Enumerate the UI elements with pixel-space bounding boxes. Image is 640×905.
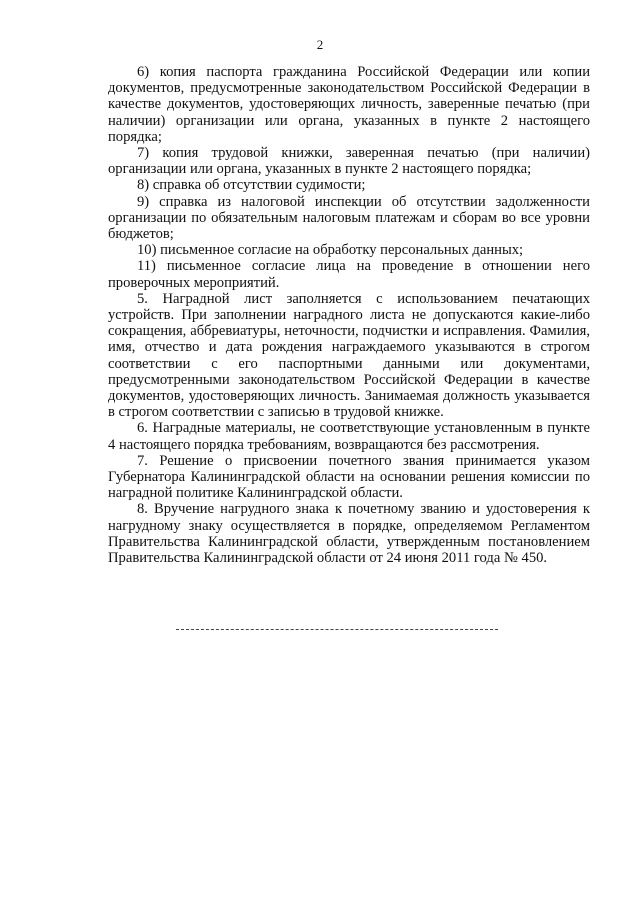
document-body [108,64,590,566]
paragraph-item-10: 10) письменное согласие на обработку персональных данных; [137,242,524,259]
paragraph-item-7: 7) копия трудовой книжки, заверенная печатью (при наличии) организации или органа, указанных в пункте 2 настоящего порядка; [108,145,590,178]
end-divider-line [176,629,498,630]
paragraph-section-6: 6. Наградные материалы, не соответствующие установленным в пункте 4 настоящего порядка требованиям, возвращаются без рассмотрения. [108,420,590,453]
paragraph-section-7: 7. Решение о присвоении почетного звания принимается указом Губернатора Калининградской области на основании решения комиссии по наградной политике Калининградской области. [108,452,590,502]
paragraph-section-5: 5. Наградной лист заполняется с использованием печатающих устройств. При заполнении наградного листа не допускаются какие-либо сокращения, аббревиатуры, неточности, подчистки и исправления. Фамилия, имя, отчество и дата рождения награждаемого указываются в строгом соответствии с его паспортными данными или документами, предусмотренными законодательством Российской Федерации в качестве документов, удостоверяющих личность. Занимаемая должность указывается в строгом соответствии с записью в трудовой книжке. [108,290,590,421]
paragraph-item-11: 11) письменное согласие лица на проведение в отношении него проверочных мероприятий. [108,258,590,291]
page-number: 2 [316,37,324,52]
paragraph-section-8: 8. Вручение нагрудного знака к почетному званию и удостоверения к нагрудному знаку осуществляется в порядке, определяемом Регламентом Правительства Калининградской области, утвержденным постановлением Правительства Калининградской области от 24 июня 2011 года № 450. [108,501,590,567]
paragraph-item-6: 6) копия паспорта гражданина Российской Федерации или копии документов, предусмотренные законодательством Российской Федерации в качестве документов, удостоверяющих личность, заверенные печатью (при наличии) организации или органа, указанных в пункте 2 настоящего порядка; [108,64,590,145]
paragraph-item-9: 9) справка из налоговой инспекции об отсутствии задолженности организации по обязательным налоговым платежам и сборам во все уровни бюджетов; [108,193,590,243]
paragraph-item-8: 8) справка об отсутствии судимости; [137,177,366,194]
